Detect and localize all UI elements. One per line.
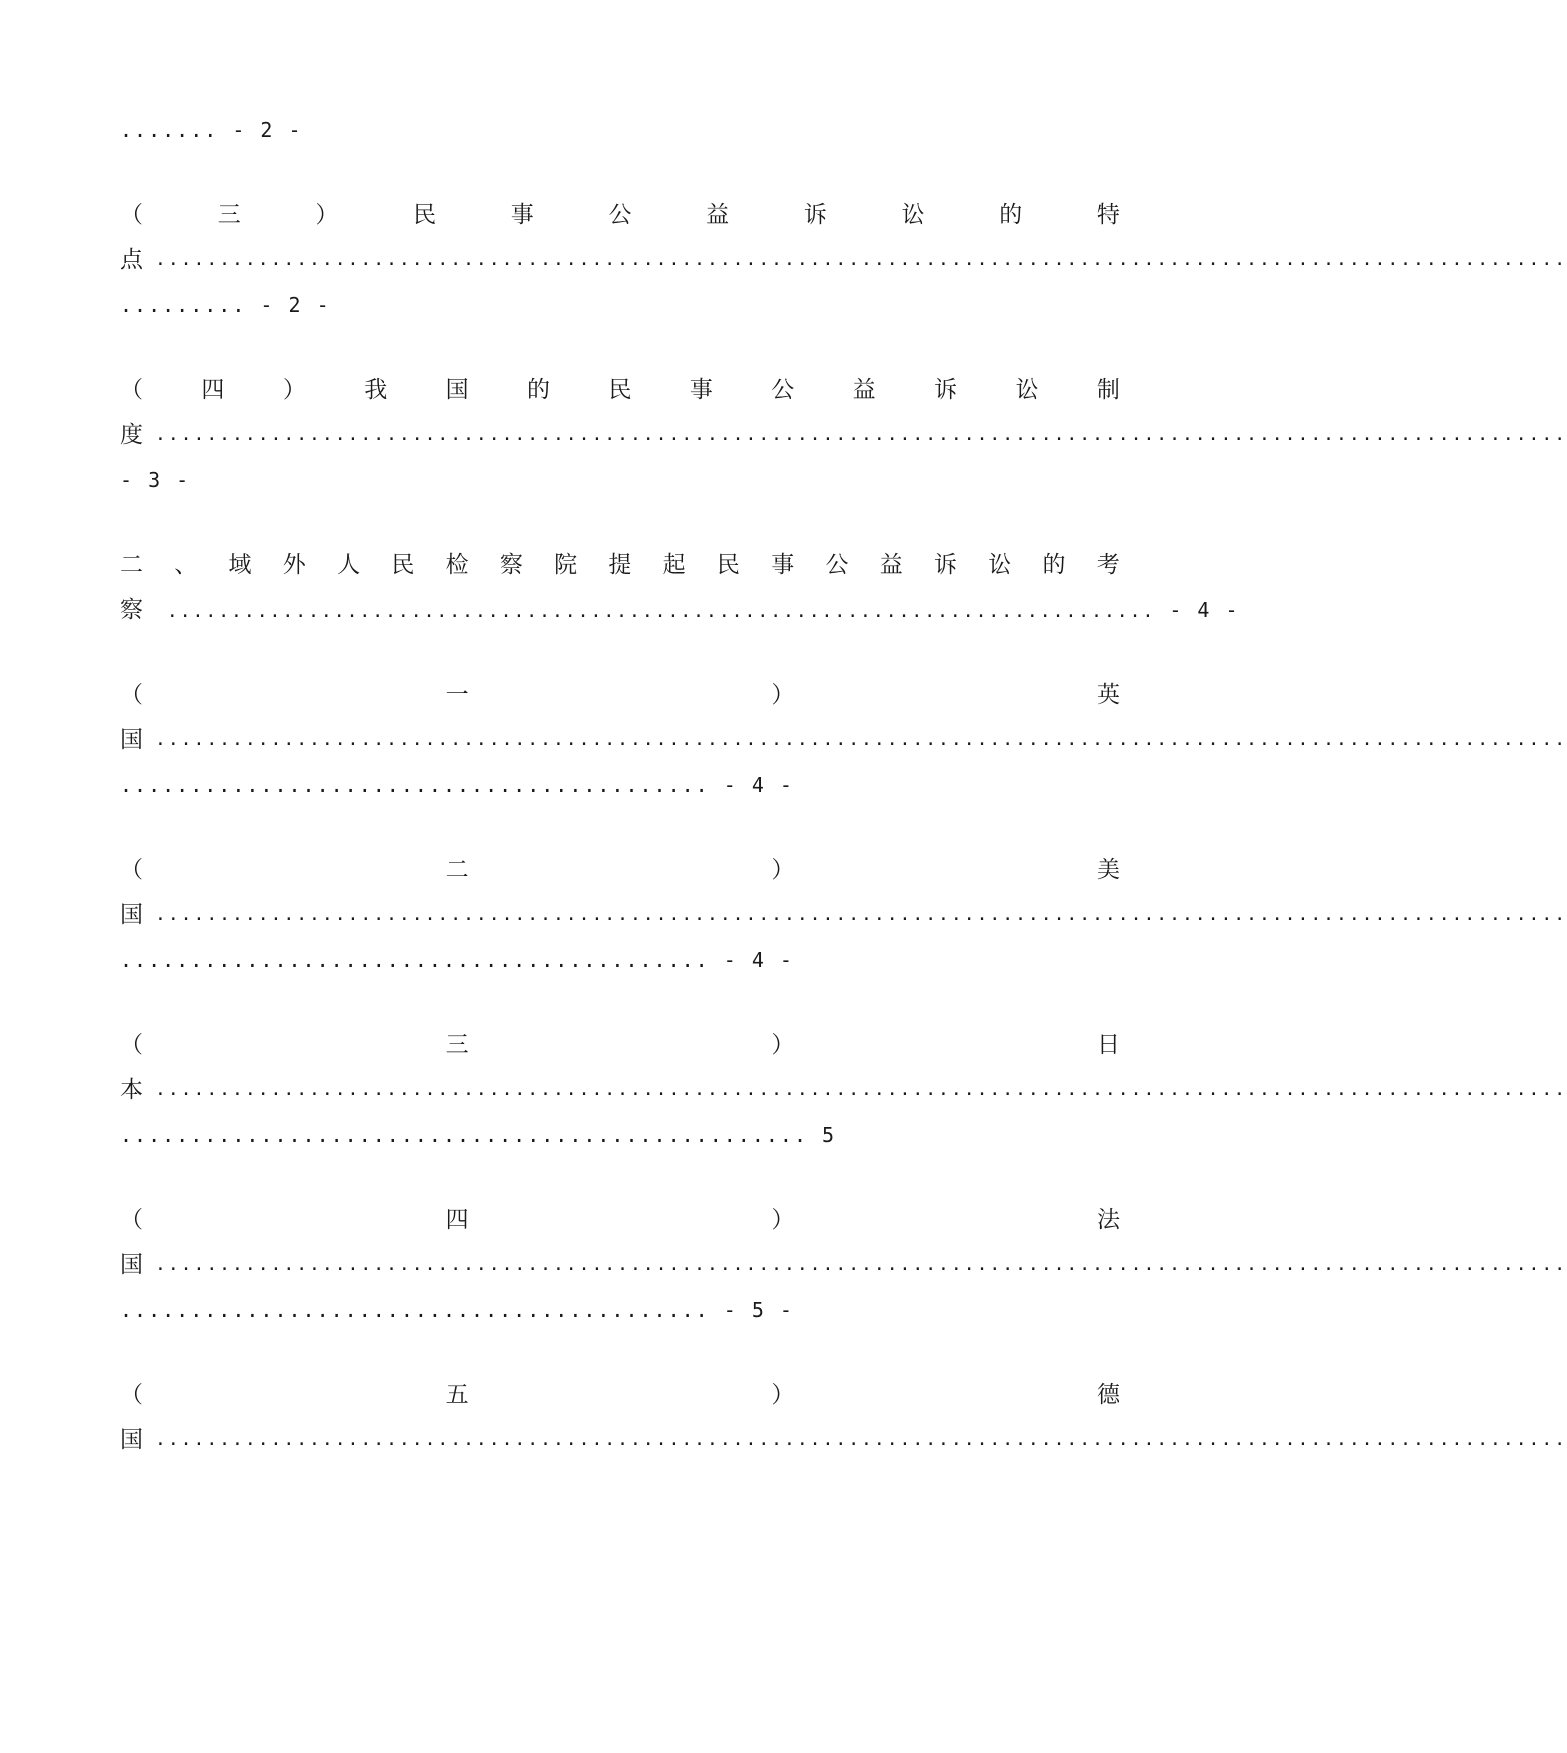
- toc-char: 法: [1096, 1207, 1120, 1233]
- toc-char: 讼: [988, 552, 1012, 578]
- toc-entry-jp-title[interactable]: [120, 1025, 1120, 1065]
- toc-char: 三: [445, 1032, 469, 1058]
- toc-char: 诉: [933, 552, 957, 578]
- toc-char: 检: [445, 552, 469, 578]
- toc-char: ）: [771, 1207, 795, 1233]
- toc-entry-uk-leader[interactable]: [120, 720, 1567, 760]
- toc-char: 民: [391, 552, 415, 578]
- toc-section-two-title[interactable]: [120, 545, 1120, 585]
- toc-char: 的: [999, 202, 1023, 228]
- toc-entry-jp-leader[interactable]: [120, 1070, 1567, 1110]
- toc-entry-uk-title[interactable]: [120, 675, 1120, 715]
- toc-char: （: [120, 1032, 143, 1058]
- toc-leader-dots: ..............................................................................................................: [155, 249, 1567, 270]
- toc-leader-dots: ..............................................................................................................: [155, 904, 1567, 925]
- toc-entry-de-title[interactable]: [120, 1375, 1120, 1415]
- toc-leader-dots: ..............................................................................................................: [155, 424, 1567, 445]
- toc-char: 公: [771, 377, 795, 403]
- toc-entry-fr-page[interactable]: [120, 1290, 1120, 1330]
- toc-leader-dots: ..............................................................................................................: [155, 1079, 1567, 1100]
- toc-char: 讼: [901, 202, 925, 228]
- toc-char: （: [120, 377, 143, 403]
- toc-char: 二: [120, 552, 143, 578]
- toc-char: 事: [689, 377, 713, 403]
- toc-char: 诉: [934, 377, 958, 403]
- toc-char: 三: [217, 202, 241, 228]
- toc-char: 国: [120, 1252, 143, 1278]
- toc-char: 特: [1096, 202, 1120, 228]
- toc-char: 公: [825, 552, 849, 578]
- toc-char: 起: [662, 552, 686, 578]
- toc-char: 、: [174, 552, 198, 578]
- toc-char: 四: [445, 1207, 469, 1233]
- toc-entry-uk-page[interactable]: [120, 765, 1120, 805]
- toc-char: 美: [1096, 857, 1120, 883]
- toc-char: 益: [852, 377, 876, 403]
- toc-leader-dots: ..............................................................................................................: [155, 729, 1567, 750]
- toc-char: 我: [364, 377, 388, 403]
- toc-char: 人: [337, 552, 361, 578]
- toc-char: （: [120, 857, 143, 883]
- toc-entry-us-page[interactable]: [120, 940, 1120, 980]
- toc-char: 点: [120, 247, 143, 273]
- toc-page-number: - 4 -: [1155, 598, 1240, 622]
- toc-char: ）: [282, 377, 306, 403]
- toc-entry-features-leader[interactable]: [120, 240, 1567, 280]
- toc-char: 一: [445, 682, 469, 708]
- toc-entry-features-page[interactable]: [120, 285, 1120, 325]
- toc-char: 察: [499, 552, 523, 578]
- toc-char: 英: [1096, 682, 1120, 708]
- toc-char: 五: [445, 1382, 469, 1408]
- toc-char: ）: [771, 857, 795, 883]
- toc-entry-system-title[interactable]: [120, 370, 1120, 410]
- toc-char: 公: [608, 202, 632, 228]
- toc-section-two-leader[interactable]: [120, 590, 1240, 630]
- toc-char: 国: [120, 902, 143, 928]
- toc-char: 事: [771, 552, 795, 578]
- toc-char: 外: [282, 552, 306, 578]
- toc-char: 度: [120, 422, 143, 448]
- toc-entry-de-leader[interactable]: [120, 1420, 1567, 1460]
- toc-page-number: ......... - 2 -: [120, 293, 331, 317]
- toc-char: 民: [716, 552, 740, 578]
- toc-char: 国: [120, 1427, 143, 1453]
- toc-entry-features-title[interactable]: [120, 195, 1120, 235]
- toc-page-number: ................................................. 5: [120, 1123, 837, 1147]
- toc-leader-dots: ..............................................................................................................: [155, 1254, 1567, 1275]
- toc-char: 国: [120, 727, 143, 753]
- toc-char: 考: [1096, 552, 1120, 578]
- toc-continuation-line: [120, 110, 1120, 150]
- toc-char: ）: [771, 1032, 795, 1058]
- toc-char: 德: [1096, 1382, 1120, 1408]
- toc-char: （: [120, 202, 143, 228]
- toc-leader-dots: .............................................................................: [166, 601, 1156, 622]
- toc-char: 益: [879, 552, 903, 578]
- toc-char: 域: [228, 552, 252, 578]
- toc-char: （: [120, 1382, 143, 1408]
- toc-char: ）: [771, 682, 795, 708]
- toc-page-number: - 3 -: [120, 468, 191, 492]
- toc-char: 的: [527, 377, 551, 403]
- toc-entry-fr-leader[interactable]: [120, 1245, 1567, 1285]
- toc-char: 察: [120, 597, 143, 623]
- toc-char: 院: [554, 552, 578, 578]
- toc-entry-system-leader[interactable]: [120, 415, 1567, 455]
- toc-char: 日: [1096, 1032, 1120, 1058]
- toc-char: 本: [120, 1077, 143, 1103]
- toc-char: 提: [608, 552, 632, 578]
- toc-char: 事: [510, 202, 534, 228]
- toc-leader-dots: ..............................................................................................................: [155, 1429, 1567, 1450]
- toc-entry-us-title[interactable]: [120, 850, 1120, 890]
- toc-char: 国: [445, 377, 469, 403]
- toc-continuation-text: ....... - 2 -: [120, 118, 303, 142]
- toc-entry-system-page[interactable]: [120, 460, 1120, 500]
- toc-char: （: [120, 1207, 143, 1233]
- toc-char: ）: [771, 1382, 795, 1408]
- toc-char: 四: [201, 377, 225, 403]
- toc-char: 民: [413, 202, 437, 228]
- toc-char: ）: [315, 202, 339, 228]
- toc-char: （: [120, 682, 143, 708]
- toc-entry-fr-title[interactable]: [120, 1200, 1120, 1240]
- toc-char: 民: [608, 377, 632, 403]
- toc-char: 诉: [803, 202, 827, 228]
- toc-page-number: .......................................... - 4 -: [120, 948, 794, 972]
- toc-char: 制: [1096, 377, 1120, 403]
- toc-entry-jp-page[interactable]: [120, 1115, 1120, 1155]
- toc-char: 的: [1042, 552, 1066, 578]
- toc-char: 讼: [1015, 377, 1039, 403]
- toc-entry-us-leader[interactable]: [120, 895, 1567, 935]
- toc-char: 益: [706, 202, 730, 228]
- toc-page-number: .......................................... - 4 -: [120, 773, 794, 797]
- toc-char: 二: [445, 857, 469, 883]
- toc-page-number: .......................................... - 5 -: [120, 1298, 794, 1322]
